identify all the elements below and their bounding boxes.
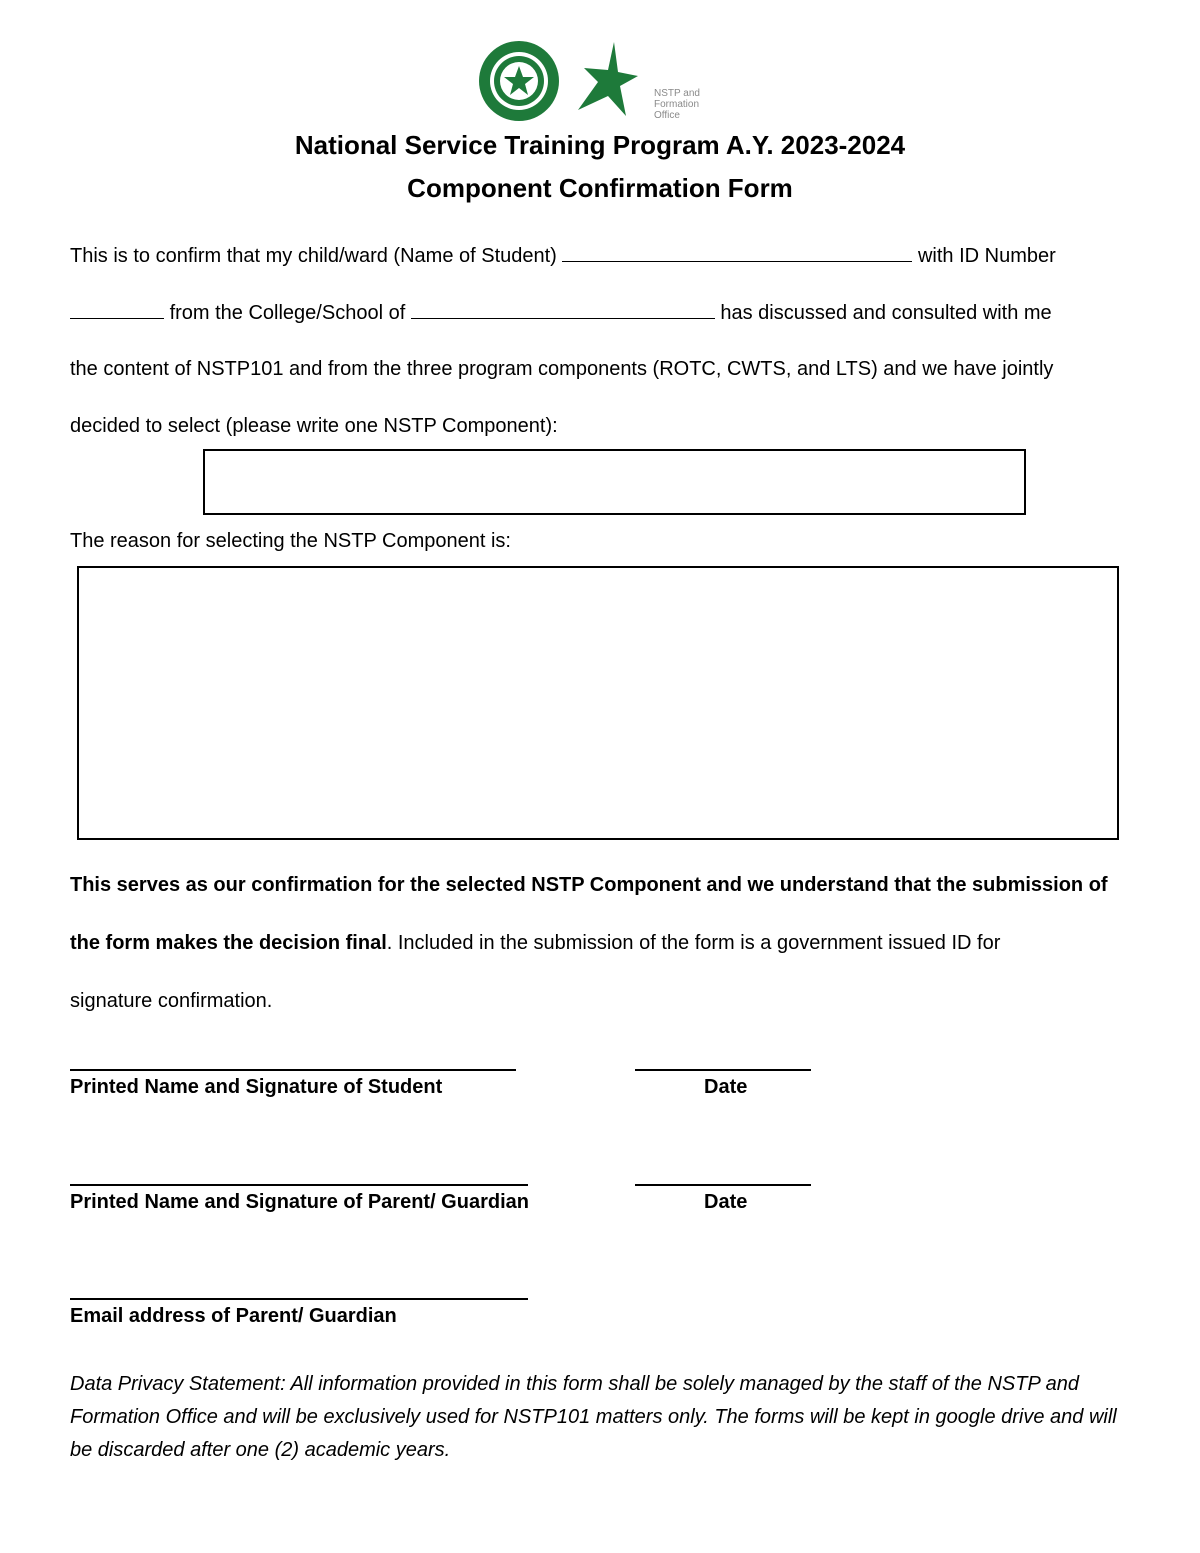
- data-privacy-statement: Data Privacy Statement: All information provided in this form shall be solely managed by the staff of the NSTP and Formation Office and will be exclusively used for NSTP101 matters only. The forms will be kept in google drive and will be discarded after one (2) academic years.: [70, 1373, 1117, 1461]
- student-signature-label: Printed Name and Signature of Student: [70, 1076, 443, 1098]
- office-line: Office: [654, 110, 680, 121]
- student-affairs-star-icon: [574, 42, 640, 120]
- confirmation-line-1: This serves as our confirmation for the selected NSTP Component and we understand that the submission of: [70, 874, 1108, 896]
- office-line: NSTP and: [654, 88, 700, 99]
- header-logos: [478, 40, 718, 122]
- college-field[interactable]: [411, 300, 715, 319]
- form-title: National Service Training Program A.Y. 2023-2024: [294, 130, 906, 160]
- reason-input-box[interactable]: [77, 566, 1119, 840]
- reason-label: The reason for selecting the NSTP Component is:: [70, 530, 511, 552]
- component-input-box[interactable]: [203, 449, 1026, 515]
- email-line[interactable]: [70, 1298, 528, 1300]
- email-label: Email address of Parent/ Guardian: [70, 1305, 397, 1327]
- student-date-label: Date: [704, 1076, 748, 1098]
- intro-line-1: [70, 243, 1056, 268]
- confirmation-text: . Included in the submission of the form is a government issued ID for: [386, 932, 1001, 954]
- intro-line-2: [70, 300, 1052, 325]
- parent-date-label: Date: [704, 1191, 748, 1213]
- form-subtitle: Component Confirmation Form: [407, 173, 793, 203]
- intro-text: with ID Number: [917, 245, 1056, 267]
- university-seal-icon: [478, 40, 560, 122]
- confirmation-line-3: signature confirmation.: [70, 990, 273, 1012]
- intro-text: This is to confirm that my child/ward (Name of Student): [70, 245, 557, 267]
- office-line: Formation: [654, 99, 700, 110]
- intro-text: from the College/School of: [169, 302, 406, 324]
- intro-line-4: decided to select (please write one NSTP Component):: [70, 415, 558, 437]
- student-name-field[interactable]: [562, 243, 912, 262]
- id-number-field[interactable]: [70, 300, 164, 319]
- student-date-line[interactable]: [635, 1069, 811, 1071]
- office-name: [654, 88, 700, 121]
- parent-signature-label: Printed Name and Signature of Parent/ Guardian: [70, 1191, 529, 1213]
- confirmation-line-2: [70, 932, 1000, 955]
- parent-signature-line[interactable]: [70, 1184, 528, 1186]
- intro-text: has discussed and consulted with me: [720, 302, 1052, 324]
- confirmation-bold-text: the form makes the decision final: [70, 932, 387, 954]
- intro-line-3: the content of NSTP101 and from the three program components (ROTC, CWTS, and LTS) and we have jointly: [70, 358, 1054, 380]
- parent-date-line[interactable]: [635, 1184, 811, 1186]
- student-signature-line[interactable]: [70, 1069, 516, 1071]
